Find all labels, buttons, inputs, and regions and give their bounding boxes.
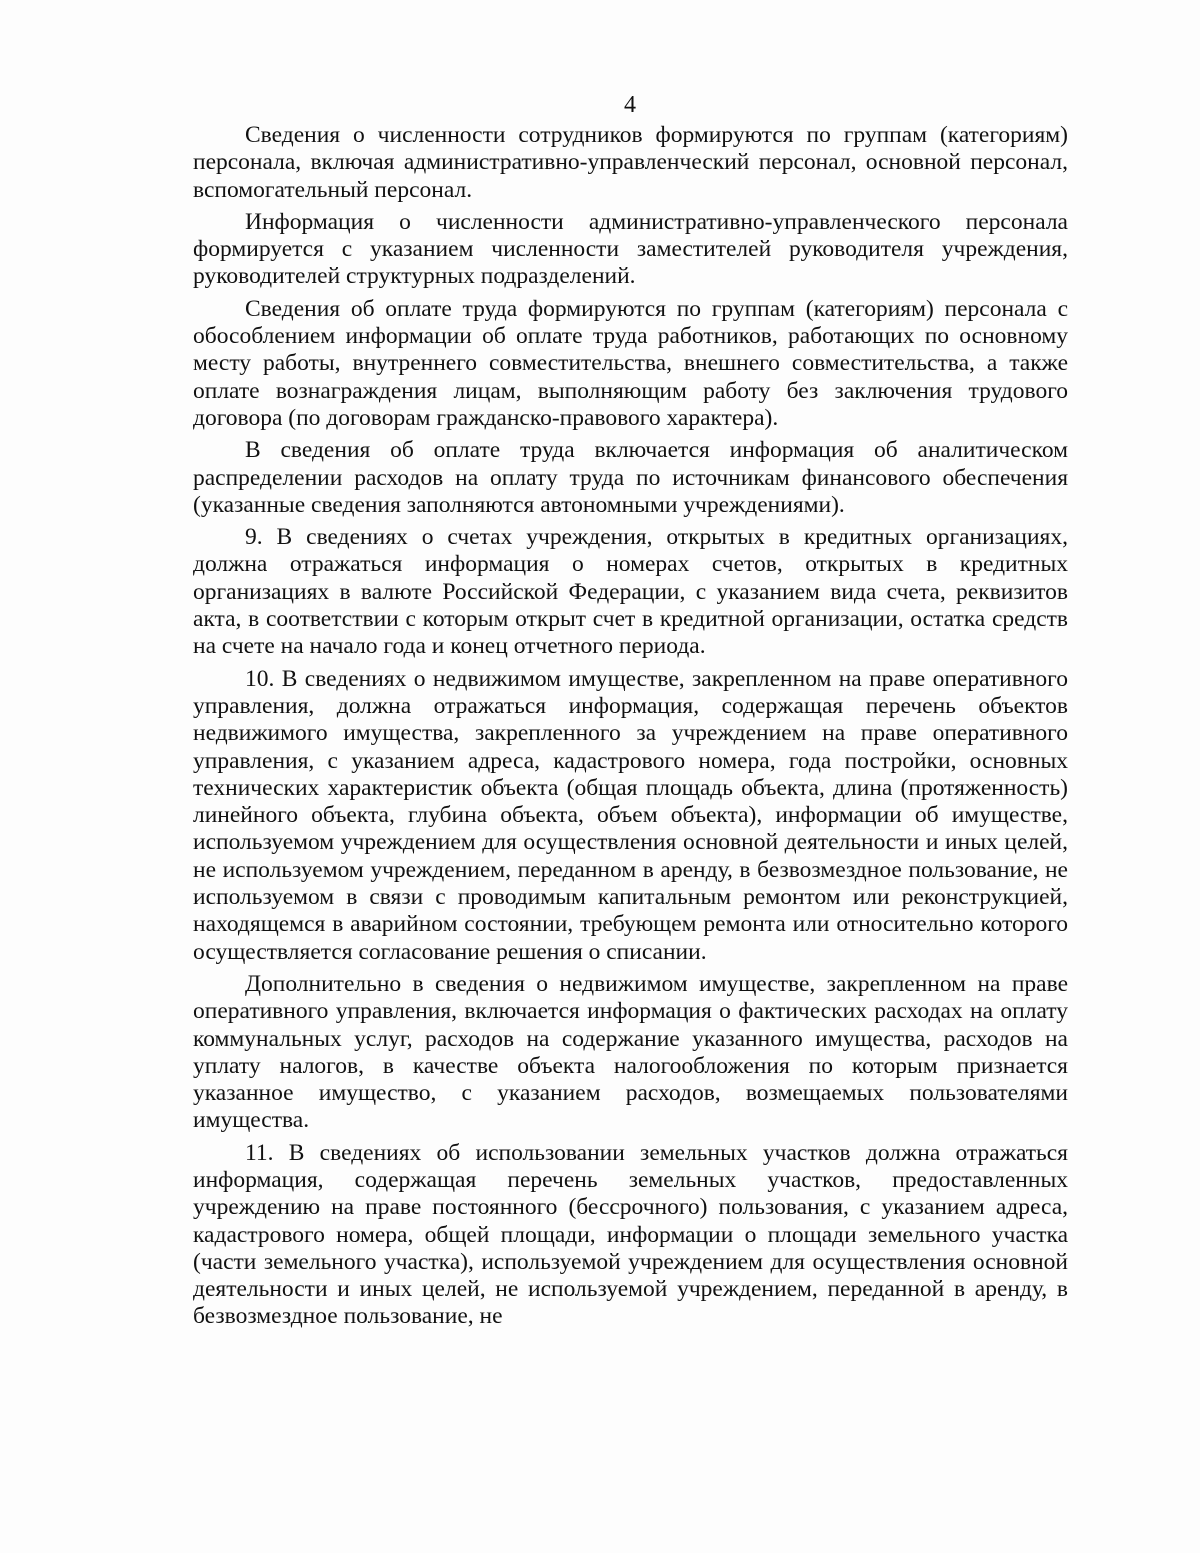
paragraph-staff-count: Сведения о численности сотрудников формируются по группам (категориям) персонала, включая административно-управленческий персонал, основной персонал, вспомогательный персонал. [193, 122, 1068, 203]
paragraph-salary-analytics: В сведения об оплате труда включается информация об аналитическом распределении расходов на оплату труда по источникам финансового обеспечения (указанные сведения заполняются автономными учреждениями). [193, 437, 1068, 518]
paragraph-item-11-land-plots: 11. В сведениях об использовании земельных участков должна отражаться информация, содержащая перечень земельных участков, предоставленных учреждению на праве постоянного (бессрочного) пользования, с указанием адреса, кадастрового номера, общей площади, информации о площади земельного участка (части земельного участка), используемой учреждением для осуществления основной деятельности и иных целей, не используемой учреждением, переданной в аренду, в безвозмездное пользование, не [193, 1139, 1068, 1330]
paragraph-admin-staff: Информация о численности административно-управленческого персонала формируется с указанием численности заместителей руководителя учреждения, руководителей структурных подразделений. [193, 208, 1068, 290]
page-number: 4 [624, 92, 636, 118]
paragraph-item-10-real-estate: 10. В сведениях о недвижимом имуществе, закрепленном на праве оперативного управления, должна отражаться информация, содержащая перечень объектов недвижимого имущества, закрепленного за учреждением на праве оперативного управления, с указанием адреса, кадастрового номера, года постройки, основных технических характеристик объекта (общая площадь объекта, длина (протяженность) линейного объекта, глубина объекта, объем объекта), информации об имуществе, используемом учреждением для осуществления основной деятельности и иных целей, не используемом учреждением, переданном в аренду, в безвозмездное пользование, не используемом в связи с проводимым капитальным ремонтом или реконструкцией, находящемся в аварийном состоянии, требующем ремонта или относительно которого осуществляется согласование решения о списании. [193, 665, 1068, 965]
paragraph-real-estate-expenses: Дополнительно в сведения о недвижимом имуществе, закрепленном на праве оперативного управления, включается информация о фактических расходах на оплату коммунальных услуг, расходов на содержание указанного имущества, расходов на уплату налогов, в качестве объекта налогообложения по которым признается указанное имущество, с указанием расходов, возмещаемых пользователями имущества. [193, 970, 1068, 1134]
document-body [193, 122, 1068, 1336]
paragraph-item-9-accounts: 9. В сведениях о счетах учреждения, открытых в кредитных организациях, должна отражаться информация о номерах счетов, открытых в кредитных организациях в валюте Российской Федерации, с указанием вида счета, реквизитов акта, в соответствии с которым открыт счет в кредитной организации, остатка средств на счете на начало года и конец отчетного периода. [193, 524, 1068, 660]
paragraph-salary-info: Сведения об оплате труда формируются по группам (категориям) персонала с обособлением информации об оплате труда работников, работающих по основному месту работы, внутреннего совместительства, внешнего совместительства, а также оплате вознаграждения лицам, выполняющим работу без заключения трудового договора (по договорам гражданско-правового характера). [193, 295, 1068, 431]
